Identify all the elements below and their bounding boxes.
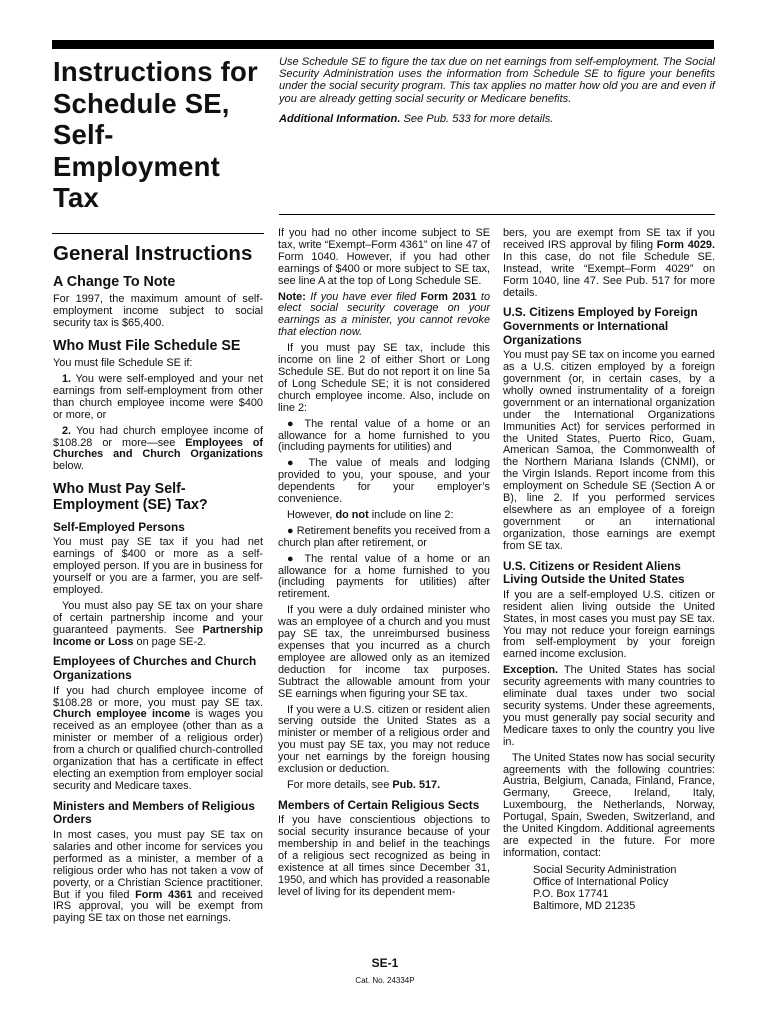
agreements-paragraph: The United States now has social security agreements with the following countries: Austria, Belgium, Canada, Finland, France, Germany, Greece, Ireland, Italy, Luxembourg, the Netherlands, Norway, Portugal, Spain, Sweden, Switzerland, and the United Kingdom. Additional agreements are expected in the future. For more information, contact: xyxy=(503,751,715,859)
section-divider xyxy=(279,214,715,215)
paragraph-text: For more details, see xyxy=(287,778,393,791)
religious-sects-heading: Members of Certain Religious Sects xyxy=(278,797,480,812)
intro-block xyxy=(279,56,715,125)
address-line: Baltimore, MD 21235 xyxy=(533,900,636,913)
bullet-text: Retirement benefits you received from a church plan after retirement, or xyxy=(278,524,491,549)
living-outside-paragraph: If you are a self-employed U.S. citizen or resident alien living outside the United States, in most cases you must pay SE tax. You may not reduce your foreign earnings from self-employment by your foreign earned income exclusion. xyxy=(503,588,715,661)
paragraph-text: include on line 2: xyxy=(368,508,454,521)
paragraph-text: The United States has social security agreements with many countries to eliminate dual taxes under two social security systems. Under these agreements, you must generally pay social security and Medicare taxes to only the country you live in. xyxy=(503,664,715,748)
item-text: You had church employee income of $108.28 or more—see xyxy=(53,424,263,449)
change-to-note-text: For 1997, the maximum amount of self-employment income subject to social security tax is $65,400. xyxy=(53,293,263,330)
title-line: Schedule SE, xyxy=(53,87,230,119)
catalog-number: Cat. No. 24334P xyxy=(355,976,415,985)
foreign-governments-paragraph: You must pay SE tax on income you earned as a U.S. citizen employed by a foreign government (or, in certain cases, by a wholly owned instrumentality of a foreign government or an international organization under the International Organizations Immunities Act) for services performed in the United States, Puerto Rico, Guam, American Samoa, the Commonwealth of the Northern Mariana Islands (CNMI), or the Virgin Islands. Report income from this employment on Schedule SE (Section A or B), line 2. If you performed services elsewhere as an employee of a foreign government or an international organization, those earnings are exempt from SE tax. xyxy=(503,349,715,552)
bullet-text: The rental value of a home or an allowance for a home furnished to you (including payments for utilities) after retirement. xyxy=(278,552,491,601)
include-paragraph: If you must pay SE tax, include this income on line 2 of either Short or Long Schedule SE. But do not report it on line 5a of Long Schedule SE; it is not considered church employee income. Also, include on line 2: xyxy=(278,342,490,414)
column-3 xyxy=(503,228,715,913)
exception-label: Exception. xyxy=(503,664,559,677)
paragraph-text: In most cases, you must pay SE tax on salaries and other income for services you performed as a minister, a member of a religious order who has not taken a vow of poverty, or a Christian Science practitioner. But if you filed xyxy=(53,828,263,901)
title-line: Self- xyxy=(53,119,114,151)
note-paragraph xyxy=(278,292,490,340)
paragraph-text: and received IRS approval, you will be exempt from paying SE tax on those net earnings. xyxy=(53,888,264,925)
list-item xyxy=(53,426,263,474)
bullet-item xyxy=(278,554,490,602)
additional-label: Additional Information. xyxy=(279,112,401,125)
bold-ref: Form 2031 xyxy=(420,290,477,303)
paragraph-text: If you had church employee income of $108.28 or more, you must pay SE tax. xyxy=(53,684,263,709)
note-text: If you have ever filed xyxy=(305,290,421,303)
foreign-governments-heading: U.S. Citizens Employed by Foreign Governments or International Organizations xyxy=(503,305,698,347)
item-bold-ref: Employees of Churches and Church Organizations xyxy=(53,436,264,461)
bullet-item xyxy=(278,526,490,550)
intro-paragraph: Use Schedule SE to figure the tax due on net earnings from self-employment. The Social Security Administration uses the information from Schedule SE to figure your benefits under the social security program. This tax applies no matter how old you are and even if you are already getting social security or Medicare benefits. xyxy=(279,56,715,105)
who-must-pay-heading: Who Must Pay Self-Employment (SE) Tax? xyxy=(53,481,208,514)
however-paragraph xyxy=(278,510,490,522)
change-to-note-heading: A Change To Note xyxy=(53,274,176,290)
exempt-4361-paragraph: If you had no other income subject to SE tax, write “Exempt–Form 4361” on line 47 of Form 1040. However, if you had other earnings of $400 or more subject to SE tax, see line A at the top of Long Schedule SE. xyxy=(278,227,490,287)
bullet-icon: ● xyxy=(287,417,298,430)
additional-information xyxy=(279,113,715,125)
column-1 xyxy=(53,228,263,929)
page-number: SE-1 xyxy=(371,956,399,970)
document-title xyxy=(53,56,268,214)
minister-expenses-paragraph: If you were a duly ordained minister who was an employee of a church and you must pay SE tax, the unreimbursed business expenses that you incurred as a church employee are allowed only as an itemized deduction for income tax purposes. Subtract the allowable amount from your SE earnings when figuring your SE tax. xyxy=(278,604,490,700)
item-number: 1. xyxy=(62,373,72,386)
bullet-item xyxy=(278,458,490,506)
partnership-paragraph xyxy=(53,601,263,649)
ministers-paragraph xyxy=(53,830,263,925)
form-4029-paragraph xyxy=(503,228,715,299)
bold-ref: Form 4361 xyxy=(135,888,193,901)
ministers-heading: Ministers and Members of Religious Orders xyxy=(53,798,255,827)
paragraph-text: However, xyxy=(287,508,336,521)
note-label: Note: xyxy=(278,290,306,303)
bullet-text: The value of meals and lodging provided to you, your spouse, and your dependents for your employer’s convenience. xyxy=(278,457,490,506)
bullet-icon: ● xyxy=(287,457,300,470)
title-line: Employment xyxy=(53,150,221,182)
header-rule xyxy=(52,40,714,49)
bold-term: do not xyxy=(335,508,369,521)
note-text: to elect social security coverage on your earnings as a minister, you cannot revoke that election now. xyxy=(278,290,491,339)
churches-paragraph xyxy=(53,686,263,793)
list-item xyxy=(53,374,263,422)
foreign-housing-paragraph: If you were a U.S. citizen or resident alien serving outside the United States as a minister or member of a religious order and you must pay SE tax, you may not reduce your net earnings by the foreign housing exclusion or deduction. xyxy=(278,703,490,776)
churches-heading: Employees of Churches and Church Organizations xyxy=(53,654,257,683)
bullet-icon: ● xyxy=(287,524,294,537)
self-employed-paragraph: You must pay SE tax if you had net earnings of $400 or more as a self-employed person. If you are in business for yourself or you are a farmer, you are self-employed. xyxy=(53,536,263,596)
address-line: Office of International Policy xyxy=(533,875,669,888)
bullet-text: The rental value of a home or an allowance for a home furnished to you (including payments for utilities) and xyxy=(278,417,491,454)
bold-ref: Form 4029. xyxy=(656,238,715,251)
religious-sects-paragraph: If you have conscientious objections to social security insurance because of your membership in and belief in the teachings of a religious sect recognized as being in existence at all times since December 31, 1950, and which has provided a reasonable level of living for its dependent mem- xyxy=(278,814,490,898)
item-text: You were self-employed and your net earnings from self-employment from other than church employee income were $400 or more, or xyxy=(53,373,263,421)
address-line: P.O. Box 17741 xyxy=(533,888,609,901)
bold-ref: Pub. 517. xyxy=(392,778,441,791)
paragraph-text: In this case, do not file Schedule SE. Instead, write “Exempt–Form 4029” on Form 1040, line 47. See Pub. 517 for more details. xyxy=(503,250,715,299)
general-instructions-heading: General Instructions xyxy=(53,242,253,265)
bold-term: Church employee income xyxy=(53,708,191,721)
self-employed-heading: Self-Employed Persons xyxy=(53,519,185,534)
more-details-paragraph xyxy=(278,780,490,792)
title-line: Tax xyxy=(53,182,99,214)
column-2 xyxy=(278,228,490,903)
living-outside-heading: U.S. Citizens or Resident Aliens Living Outside the United States xyxy=(503,558,685,587)
item-number: 2. xyxy=(62,424,72,437)
title-line: Instructions for xyxy=(53,56,258,87)
bold-ref: Partnership Income or Loss xyxy=(53,623,263,648)
paragraph-text: is wages you received as an employee (other than as a minister or member of a religious order) from a church or qualified church-controlled organization that has a certificate in effect electing an exemption from employer social security and Medicare taxes. xyxy=(53,708,264,792)
paragraph-text: bers, you are exempt from SE tax if you received IRS approval by filing xyxy=(503,227,715,251)
bullet-icon: ● xyxy=(287,552,298,565)
who-must-file-intro: You must file Schedule SE if: xyxy=(53,357,193,370)
additional-text: See Pub. 533 for more details. xyxy=(400,112,554,125)
paragraph-text: on page SE-2. xyxy=(133,635,207,648)
item-text: below. xyxy=(53,460,84,473)
contact-address xyxy=(533,864,715,913)
paragraph-text: You must also pay SE tax on your share of certain partnership income and your guaranteed payments. See xyxy=(53,599,263,636)
exception-paragraph xyxy=(503,665,715,748)
bullet-item xyxy=(278,419,490,455)
who-must-file-heading: Who Must File Schedule SE xyxy=(53,337,241,354)
address-line: Social Security Administration xyxy=(533,863,677,876)
